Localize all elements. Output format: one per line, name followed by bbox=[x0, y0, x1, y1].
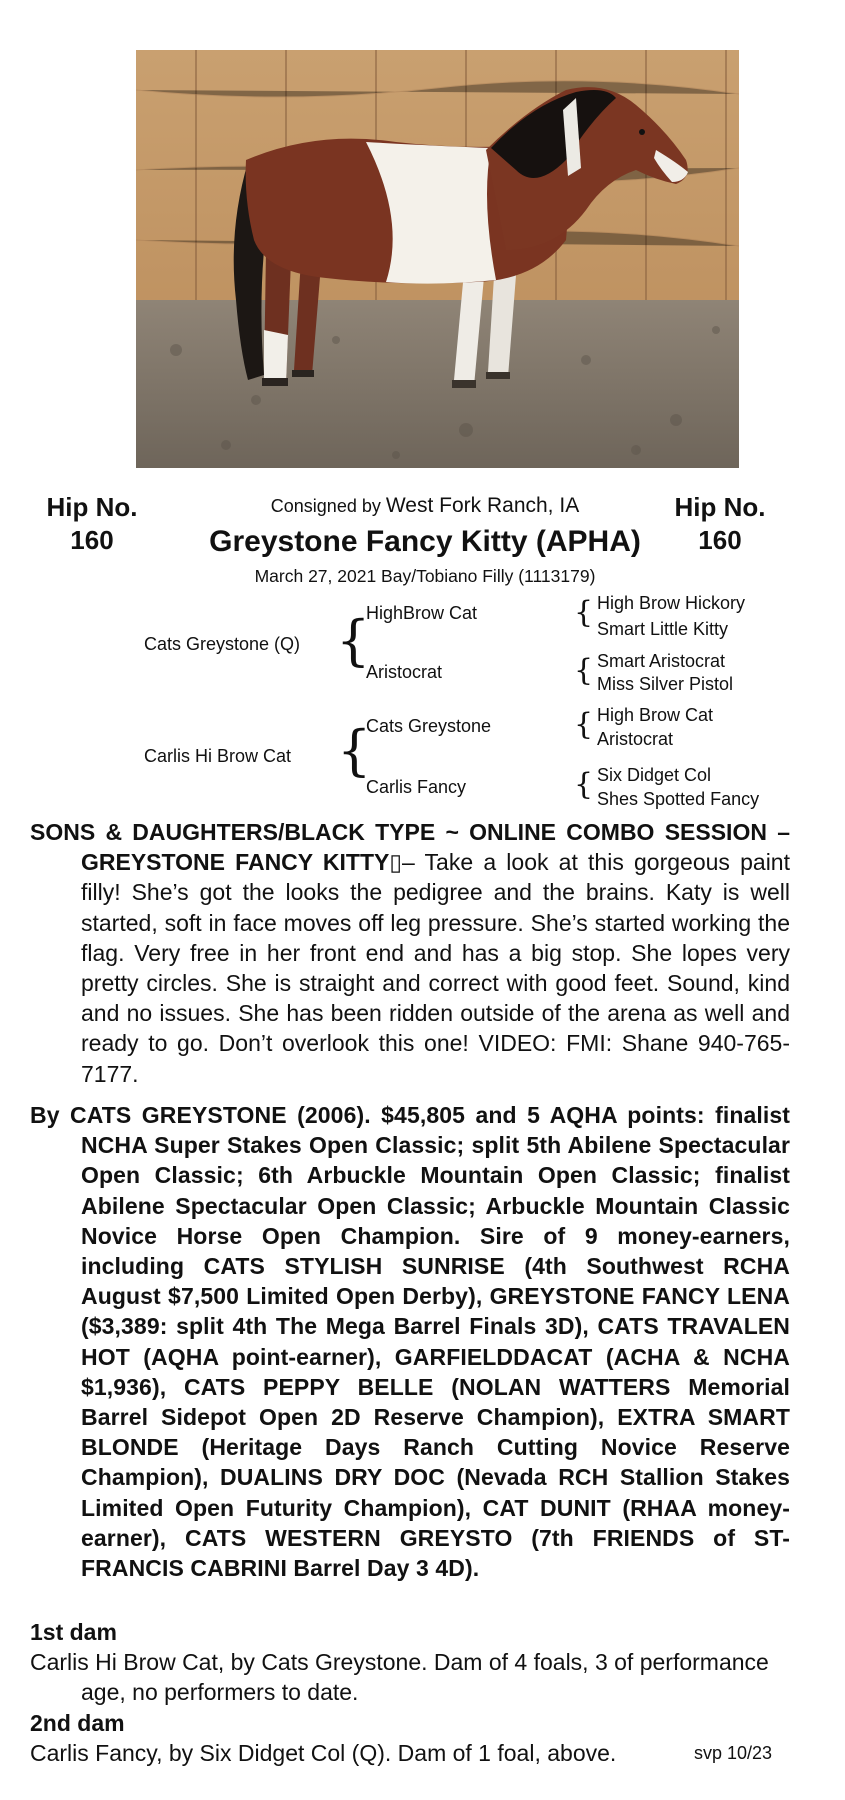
sire-record: By CATS GREYSTONE (2006). $45,805 and 5 AQHA points: finalist NCHA Super Stakes Open Classic; split 5th Abilene Spectacular Open Classic; 6th Arbuckle Mountain Open Classic; finalist Abilene Spectacular Open Classic; Arbuckle Mountain Classic Novice Horse Open Champion. Sire of 9 money-earners, including CATS STYLISH SUNRISE (4th Southwest RCHA August $7,500 Limited Open Derby), GREYSTONE FANCY LENA ($3,389: split 4th The Mega Barrel Finals 3D), CATS TRAVALEN HOT (AQHA point-earner), GARFIELDDACAT (ACHA & NCHA $1,936), CATS PEPPY BELLE (NOLAN WATTERS Memorial Barrel Sidepot Open 2D Reserve Champion), EXTRA SMART BLONDE (Heritage Days Ranch Cutting Novice Reserve Champion), DUALINS DRY DOC (Nevada RCH Stallion Stakes Limited Open Futurity Champion), CAT DUNIT (RHAA money-earner), CATS WESTERN GREYSTO (7th FRIENDS of ST-FRANCIS CABRINI Barrel Day 3 4D). bbox=[30, 1102, 790, 1582]
hip-number: 160 bbox=[698, 525, 742, 555]
hip-label: Hip No. bbox=[674, 492, 766, 522]
pedigree-sire: Cats Greystone (Q) bbox=[144, 634, 301, 654]
horse-photo bbox=[136, 50, 739, 468]
description-lead: SONS & DAUGHTERS/BLACK TYPE ~ ONLINE COMBO SESSION – GREYSTONE FANCY KITTY▯ bbox=[30, 819, 790, 876]
second-dam-heading: 2nd dam bbox=[30, 1709, 125, 1736]
pedigree-g4: Miss Silver Pistol bbox=[597, 674, 734, 694]
brace-icon: { bbox=[336, 609, 371, 672]
brace-icon: { bbox=[574, 595, 594, 630]
consignor-name: West Fork Ranch, IA bbox=[385, 494, 580, 517]
footer-code: svp 10/23 bbox=[693, 1742, 773, 1763]
hip-label: Hip No. bbox=[46, 492, 138, 522]
pedigree-dam-sire: Cats Greystone bbox=[366, 716, 492, 736]
brace-icon: { bbox=[574, 767, 594, 802]
second-dam-line bbox=[30, 1738, 790, 1768]
consignor-line bbox=[160, 492, 690, 520]
sire-record-block bbox=[30, 1100, 790, 1583]
description-block bbox=[30, 817, 790, 1089]
hip-number: 160 bbox=[70, 525, 114, 555]
pedigree-g8: Shes Spotted Fancy bbox=[597, 789, 760, 809]
pedigree-g7: Six Didget Col bbox=[597, 765, 712, 785]
second-dam-text: Carlis Fancy, by Six Didget Col (Q). Dam of 1 foal, above. bbox=[30, 1739, 617, 1766]
pedigree-g1: High Brow Hickory bbox=[597, 593, 746, 613]
pedigree-g3: Smart Aristocrat bbox=[597, 651, 726, 671]
pedigree-g2: Smart Little Kitty bbox=[597, 619, 729, 639]
first-dam-heading: 1st dam bbox=[30, 1619, 117, 1645]
hip-number-left bbox=[27, 492, 157, 558]
brace-icon: { bbox=[574, 653, 594, 688]
description-paragraph bbox=[30, 817, 790, 1089]
first-dam-text: Carlis Hi Brow Cat, by Cats Greystone. Dam of 4 foals, 3 of performance age, no performers to date. bbox=[30, 1649, 769, 1706]
pedigree-dam-dam: Carlis Fancy bbox=[366, 777, 467, 797]
brace-icon: { bbox=[337, 719, 372, 782]
pedigree-dam: Carlis Hi Brow Cat bbox=[144, 746, 292, 766]
horse-name: Greystone Fancy Kitty (APHA) bbox=[209, 525, 641, 558]
pedigree-g5: High Brow Cat bbox=[597, 705, 714, 725]
brace-icon: { bbox=[574, 707, 594, 742]
pedigree-sire-sire: HighBrow Cat bbox=[366, 603, 478, 623]
dam-block bbox=[30, 1617, 790, 1768]
pedigree-g6: Aristocrat bbox=[597, 729, 674, 749]
horse-photo-icon bbox=[136, 50, 739, 468]
description-text: – Take a look at this gorgeous paint filly! She’s got the looks the pedigree and the brains. Katy is well started, soft in face moves off leg pressure. She’s started working the flag. Very free in her front end and has a big stop. She lopes very pretty circles. She is straight and correct with good feet. Sound, kind and no issues. She has been ridden outside of the arena as well and ready to go. Don’t overlook this one! VIDEO: FMI: Shane 940-765-7177. bbox=[81, 849, 790, 1087]
pedigree-sire-dam: Aristocrat bbox=[366, 662, 443, 682]
horse-info: March 27, 2021 Bay/Tobiano Filly (1113179) bbox=[254, 566, 596, 586]
consigned-prefix: Consigned by bbox=[270, 496, 386, 516]
